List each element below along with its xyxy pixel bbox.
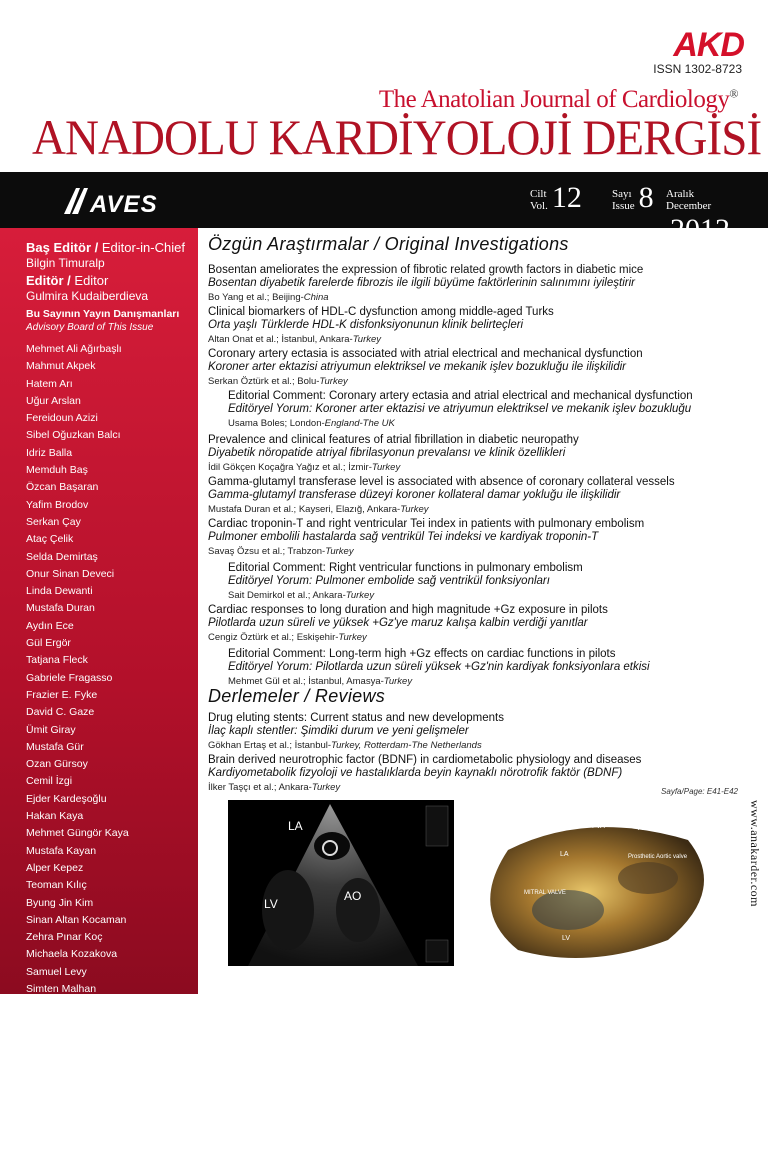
month-en: December <box>666 200 712 212</box>
article-1[interactable] <box>208 264 756 304</box>
month-label <box>666 188 711 212</box>
advisor-name: Memduh Baş <box>26 464 88 477</box>
article-title-en: Cardiac troponin-T and right ventricular Tei index in patients with pulmonary embolism <box>208 518 645 530</box>
article-authors: Sait Demirkol et al.; Ankara- <box>228 590 346 601</box>
advisor-name: Ümit Giray <box>26 723 76 736</box>
advisor-name: Sibel Oğuzkan Balcı <box>26 429 121 442</box>
article-location: Turkey <box>345 590 375 601</box>
echo3d-label-mitral: MITRAL VALVE <box>524 890 566 896</box>
article-title-tr: Diyabetik nöropatide atriyal fibrilasyonun prevalansı ve klinik özellikleri <box>208 447 566 459</box>
echo-label-ao: AO <box>344 889 362 903</box>
article-2[interactable] <box>208 306 756 346</box>
article-4-editorial[interactable] <box>228 390 756 430</box>
article-11-review[interactable] <box>208 712 756 752</box>
advisor-list <box>26 341 144 1171</box>
advisor-name: Hakan Kaya <box>26 810 84 823</box>
article-6[interactable] <box>208 476 756 516</box>
aves-logo <box>60 184 180 227</box>
advisor-name: Mustafa Kayan <box>26 844 97 857</box>
advisor-name: Hatem Arı <box>26 377 73 390</box>
issue-number: 8 <box>638 181 654 214</box>
eic-label-tr: Baş Editör / <box>26 240 99 255</box>
advisor-name: Ejder Kardeşoğlu <box>26 792 107 805</box>
article-authors: İlker Taşçı et al.; Ankara- <box>208 782 312 793</box>
article-3[interactable] <box>208 348 756 388</box>
aves-text: AVES <box>90 191 158 218</box>
advisor-name: Demet Tekin <box>26 1121 85 1134</box>
eic-label-en: Editor-in-Chief <box>98 240 185 255</box>
subtitle-text: The Anatolian Journal of Cardiology <box>378 86 730 113</box>
section-original-investigations: Özgün Araştırmalar / Original Investigations <box>208 234 569 254</box>
advisor-name: Mustafa Duran <box>26 602 95 615</box>
advisor-name: David C. Gaze <box>26 706 95 719</box>
advisor-name: Alper Kepez <box>26 861 84 874</box>
article-location: Turkey <box>352 334 382 345</box>
advisor-name: Aydın Ece <box>26 619 74 632</box>
advisory-subheading: Advisory Board of This Issue <box>26 322 154 333</box>
editor-in-chief-heading <box>26 240 185 255</box>
advisor-name: Onur Sinan Deveci <box>26 567 115 580</box>
article-title-en: Brain derived neurotrophic factor (BDNF) in cardiometabolic physiology and diseases <box>208 754 642 766</box>
issue-block <box>612 180 654 216</box>
advisor-name: Pascal Meier <box>26 1017 87 1030</box>
volume-block <box>530 180 582 216</box>
article-location: Turkey <box>325 546 354 557</box>
advisor-name: Uğur Arslan <box>26 394 81 407</box>
advisor-name: Frazier E. Fyke <box>26 688 98 701</box>
article-title-tr: Kardiyometabolik fizyoloji ve hastalıklarda beyin kaynaklı nörotrofik faktör (BDNF) <box>208 767 623 779</box>
article-title-en: Coronary artery ectasia is associated with atrial electrical and mechanical dysfunction <box>208 348 643 360</box>
advisor-name: Samuel Levy <box>26 965 87 978</box>
advisor-name: Cemil İzgi <box>26 775 73 788</box>
article-title-tr: Editöryel Yorum: Pilotlarda uzun süreli yüksek +Gz'nin kardiyak fonksiyonlara etkisi <box>228 661 650 673</box>
article-authors: Mustafa Duran et al.; Kayseri, Elazığ, Ankara- <box>208 504 401 515</box>
akd-logo: AKD <box>673 26 744 64</box>
article-title-tr: Pulmoner embolili hastalarda sağ ventrikül Tei indeksi ve kardiyak troponin-T <box>208 531 599 543</box>
article-title-tr: Gamma-glutamyl transferase düzeyi koroner kollateral damar yokluğu ile ilişkilidir <box>208 489 621 501</box>
registered-mark: ® <box>729 86 738 101</box>
article-title-tr: Orta yaşlı Türklerde HDL-K disfonksiyonunun klinik belirteçleri <box>208 319 524 331</box>
3d-echo-image <box>468 800 736 966</box>
article-authors: İdil Gökçen Koçağra Yağız et al.; İzmir- <box>208 462 372 473</box>
editor-in-chief-name: Bilgin Timuralp <box>26 256 105 270</box>
advisor-name: Cihan Şengül <box>26 1104 90 1117</box>
advisor-name: Mahmut Akpek <box>26 360 96 373</box>
article-authors: Savaş Özsu et al.; Trabzon- <box>208 546 326 557</box>
advisor-name: Mehmet Ali Ağırbaşlı <box>26 343 122 355</box>
cilt-label: Cilt <box>530 188 547 200</box>
aves-logo-icon <box>60 184 180 220</box>
editor-label-tr: Editör / <box>26 273 71 288</box>
advisor-name: Yasin Türker <box>26 1138 85 1151</box>
article-7[interactable] <box>208 518 756 558</box>
article-location: Turkey <box>383 676 413 687</box>
advisor-name: Selda Demirtaş <box>26 550 98 563</box>
echo-label-la: LA <box>288 819 303 833</box>
advisor-name: Byung Jin Kim <box>26 896 94 909</box>
article-title-tr: İlaç kaplı stentler: Şimdiki durum ve yeni gelişmeler <box>208 725 469 737</box>
article-title-en: Bosentan ameliorates the expression of fibrotic related growth factors in diabetic mice <box>208 264 644 276</box>
article-title-tr: Bosentan diyabetik farelerde fibrozis ile ilgili büyüme faktörlerinin salınımını iyileştirir <box>208 277 635 289</box>
article-authors: Cengiz Öztürk et al.; Eskişehir- <box>208 632 339 643</box>
article-location: China <box>303 292 329 303</box>
advisor-name: Francesca Marchegiani <box>26 1000 136 1013</box>
volume-number: 12 <box>551 181 582 214</box>
advisor-name: Michaela Kozakova <box>26 948 118 961</box>
article-location: Turkey <box>319 376 348 387</box>
website-url[interactable]: www.anakarder.com <box>748 800 762 908</box>
echo3d-label-lv: LV <box>562 935 571 942</box>
editorial-sidebar <box>0 228 198 1168</box>
editor-heading <box>26 273 108 288</box>
article-location: England-The UK <box>324 418 395 429</box>
article-9[interactable] <box>208 604 756 644</box>
article-title-en: Drug eluting stents: Current status and new developments <box>208 712 504 724</box>
advisor-name: Simten Malhan <box>26 982 97 995</box>
advisor-name: Gabriele Fragasso <box>26 671 113 684</box>
article-title-en: Editorial Comment: Right ventricular functions in pulmonary embolism <box>228 562 583 574</box>
article-authors: Usama Boles; London- <box>228 418 325 429</box>
advisor-name: Nilgün Işıksalan Özbülbül <box>26 1052 145 1065</box>
page-reference: Sayfa/Page: E41-E42 <box>661 787 738 796</box>
issue-label <box>612 188 635 212</box>
article-title-en: Cardiac responses to long duration and high magnitude +Gz exposure in pilots <box>208 604 608 616</box>
issn: ISSN 1302-8723 <box>653 62 742 76</box>
section-reviews: Derlemeler / Reviews <box>208 686 386 706</box>
vol-label: Vol. <box>530 200 548 212</box>
month-tr: Aralık <box>666 188 695 200</box>
article-authors: Bo Yang et al.; Beijing- <box>208 292 304 303</box>
article-title-en: Editorial Comment: Coronary artery ectasia and atrial electrical and mechanical dysfunction <box>228 390 693 402</box>
advisor-name: Gül Ergör <box>26 637 71 650</box>
echocardiogram-image <box>228 800 454 966</box>
article-title-en: Clinical biomarkers of HDL-C dysfunction among middle-aged Turks <box>208 306 554 318</box>
article-authors: Serkan Öztürk et al.; Bolu- <box>208 376 320 387</box>
advisor-name: Yafim Brodov <box>26 498 89 511</box>
advisor-name: Idriz Balla <box>26 446 73 459</box>
article-authors: Gökhan Ertaş et al.; İstanbul- <box>208 740 332 751</box>
echo3d-label-pva: PvA <box>592 823 605 830</box>
sayi-label: Sayı <box>612 188 632 200</box>
article-authors: Altan Onat et al.; İstanbul, Ankara- <box>208 334 353 345</box>
article-title-tr: Koroner arter ektazisi atriyumun elektriksel ve mekanik işlev bozukluğu ile ilişkilidir <box>208 361 626 373</box>
advisor-name: Swetha Naik <box>26 1034 85 1047</box>
issue-en-label: Issue <box>612 200 635 212</box>
volume-label <box>530 188 548 212</box>
advisor-name: Kenichi Watanabe <box>26 1155 111 1168</box>
advisor-name: Mustafa Gür <box>26 740 84 753</box>
advisor-name: Zehra Pınar Koç <box>26 931 103 944</box>
journal-title: ANADOLU KARDİYOLOJİ DERGİSİ <box>32 109 762 165</box>
article-location: Turkey, Rotterdam-The Netherlands <box>331 740 482 751</box>
article-10-editorial[interactable] <box>228 648 756 688</box>
echo3d-label-la: LA <box>560 851 569 858</box>
echo3d-label-aorta: AORTA <box>638 825 662 832</box>
advisor-name: Özcan Başaran <box>26 481 99 494</box>
advisor-name: Sinan Altan Kocaman <box>26 913 127 926</box>
editor-name: Gulmira Kudaiberdieva <box>26 289 149 303</box>
advisor-name: Linda Dewanti <box>26 585 93 598</box>
article-title-tr: Editöryel Yorum: Pulmoner embolide sağ ventrikül fonksiyonları <box>228 575 550 587</box>
advisor-name: Tatjana Fleck <box>26 654 88 667</box>
advisory-heading: Bu Sayının Yayın Danışmanları <box>26 308 180 320</box>
advisor-name: Ozan Gürsoy <box>26 758 88 771</box>
article-title-en: Prevalence and clinical features of atrial fibrillation in diabetic neuropathy <box>208 434 579 446</box>
advisor-name: Mehmet Güngör Kaya <box>26 827 129 840</box>
echo3d-label-valve: Prosthetic Aortic valve <box>628 854 688 860</box>
article-title-tr: Editöryel Yorum: Koroner arter ektazisi ve atriyumun elektriksel ve mekanik işlev bozukluğu <box>228 403 692 415</box>
advisor-name: Teoman Kılıç <box>26 879 87 892</box>
article-authors: Mehmet Gül et al.; İstanbul, Amasya- <box>228 676 384 687</box>
article-title-tr: Pilotlarda uzun süreli ve yüksek +Gz'ye maruz kalışa kalbin verdiği yanıtlar <box>208 617 588 629</box>
article-5[interactable] <box>208 434 756 474</box>
echo-label-lv: LV <box>264 897 278 911</box>
date-block <box>666 180 768 248</box>
article-location: Turkey <box>371 462 401 473</box>
article-location: Turkey <box>400 504 429 515</box>
article-title-en: Gamma-glutamyl transferase level is associated with absence of coronary collateral vessels <box>208 476 675 488</box>
article-title-en: Editorial Comment: Long-term high +Gz effects on cardiac functions in pilots <box>228 648 616 660</box>
article-location: Turkey <box>338 632 367 643</box>
year: 2012 <box>670 213 730 246</box>
advisor-name: Hakan Paydak <box>26 1069 95 1082</box>
advisor-name: Fereidoun Azizi <box>26 412 98 425</box>
article-8-editorial[interactable] <box>228 562 756 602</box>
advisor-name: Serkan Çay <box>26 515 81 528</box>
advisor-name: Ataç Çelik <box>26 533 74 546</box>
advisor-name: Yusuf Sezen <box>26 1086 85 1099</box>
article-location: Turkey <box>311 782 341 793</box>
editor-label-en: Editor <box>70 273 109 288</box>
